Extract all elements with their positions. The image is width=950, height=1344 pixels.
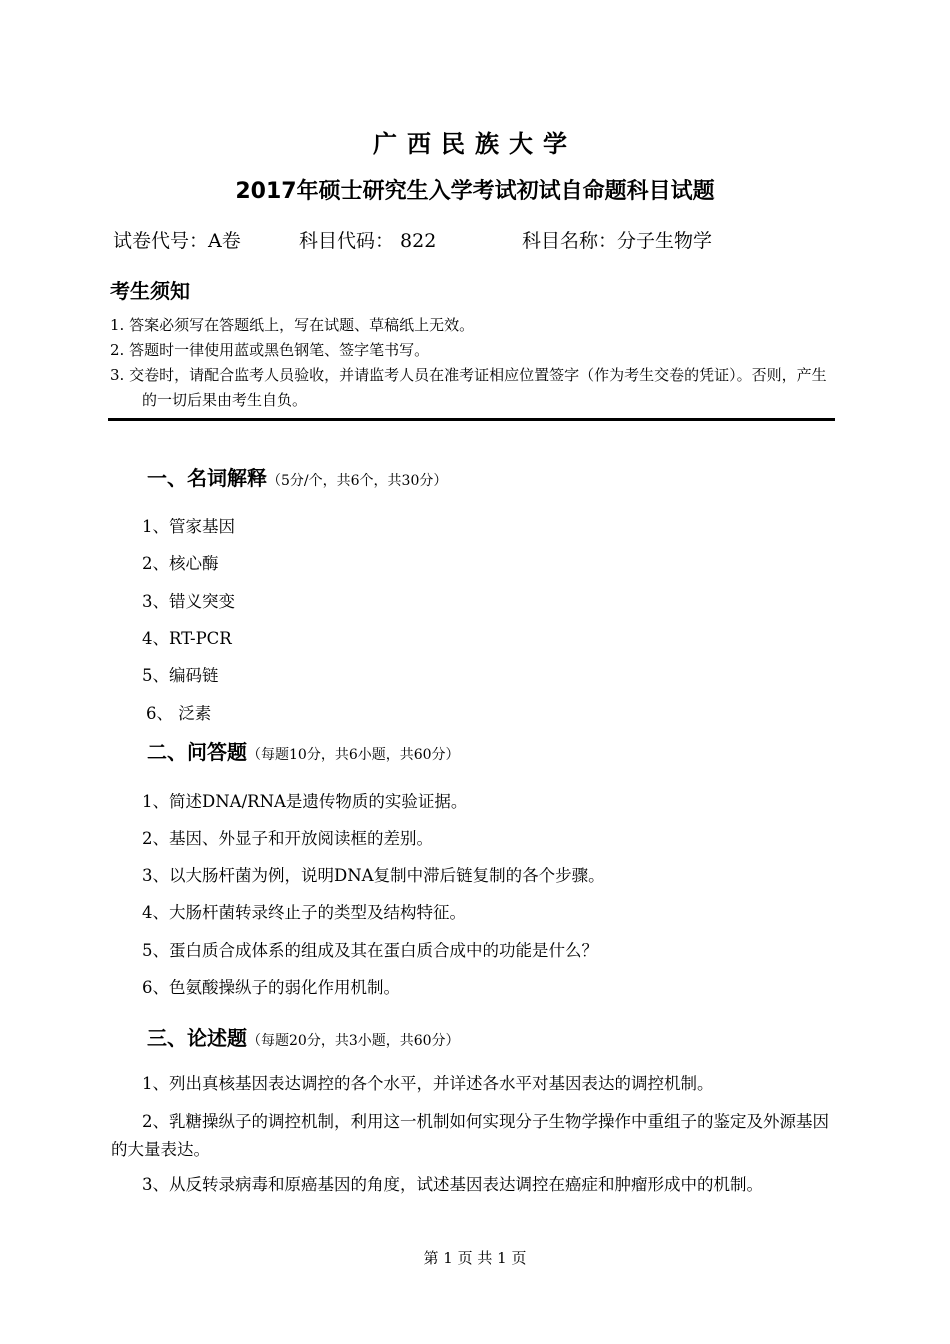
essay-item: 1、列出真核基因表达调控的各个水平，并详述各水平对基因表达的调控机制。 bbox=[142, 1074, 714, 1093]
section-title: 二、问答题 bbox=[147, 740, 247, 764]
list-item: 2、核心酶 bbox=[142, 554, 219, 573]
notice-heading: 考生须知 bbox=[110, 279, 190, 303]
list-item: 5、蛋白质合成体系的组成及其在蛋白质合成中的功能是什么？ bbox=[142, 941, 598, 960]
subject-code: 科目代码： 822 bbox=[299, 230, 437, 252]
list-item: 5、编码链 bbox=[142, 666, 219, 685]
section-note: （5分/个，共6个，共30分） bbox=[267, 473, 448, 489]
section-heading bbox=[147, 1022, 460, 1051]
essay-item: 2、乳糖操纵子的调控机制，利用这一机制如何实现分子生物学操作中重组子的鉴定及外源基因的大量表达。 bbox=[111, 1112, 829, 1159]
notice-item: 1. 答案必须写在答题纸上，写在试题、草稿纸上无效。 bbox=[110, 316, 475, 334]
list-item: 3、错义突变 bbox=[142, 592, 235, 611]
essay-item: 3、从反转录病毒和原癌基因的角度，试述基因表达调控在癌症和肿瘤形成中的机制。 bbox=[142, 1175, 763, 1194]
list-item: 4、RT-PCR bbox=[142, 629, 232, 648]
section-title: 三、论述题 bbox=[147, 1026, 247, 1050]
section-title: 一、名词解释 bbox=[147, 466, 267, 490]
list-item: 6、 泛素 bbox=[146, 704, 212, 723]
list-item: 3、以大肠杆菌为例，说明DNA复制中滞后链复制的各个步骤。 bbox=[142, 866, 605, 885]
list-item: 1、简述DNA/RNA是遗传物质的实验证据。 bbox=[142, 792, 468, 811]
notice-item: 2. 答题时一律使用蓝或黑色钢笔、签字笔书写。 bbox=[110, 341, 430, 359]
paper-code: 试卷代号：A卷 bbox=[113, 230, 241, 252]
list-item: 4、大肠杆菌转录终止子的类型及结构特征。 bbox=[142, 903, 466, 922]
section-note: （每题20分，共3小题，共60分） bbox=[247, 1033, 460, 1049]
section-heading bbox=[147, 462, 447, 491]
page-footer: 第 1 页 共 1 页 bbox=[423, 1249, 527, 1267]
list-item: 1、管家基因 bbox=[142, 517, 235, 536]
university-name: 广西民族大学 bbox=[373, 130, 577, 158]
section-note: （每题10分，共6小题，共60分） bbox=[247, 747, 460, 763]
list-item: 2、基因、外显子和开放阅读框的差别。 bbox=[142, 829, 433, 848]
list-item: 6、色氨酸操纵子的弱化作用机制。 bbox=[142, 978, 400, 997]
notice-item: 3. 交卷时，请配合监考人员验收，并请监考人员在准考证相应位置签字（作为考生交卷的凭证）。否则，产生的一切后果由考生自负。 bbox=[110, 366, 827, 409]
subject-name: 科目名称：分子生物学 bbox=[522, 230, 713, 252]
separator-rule bbox=[108, 418, 835, 421]
exam-title: 2017年硕士研究生入学考试初试自命题科目试题 bbox=[235, 179, 715, 204]
section-heading bbox=[147, 736, 460, 765]
